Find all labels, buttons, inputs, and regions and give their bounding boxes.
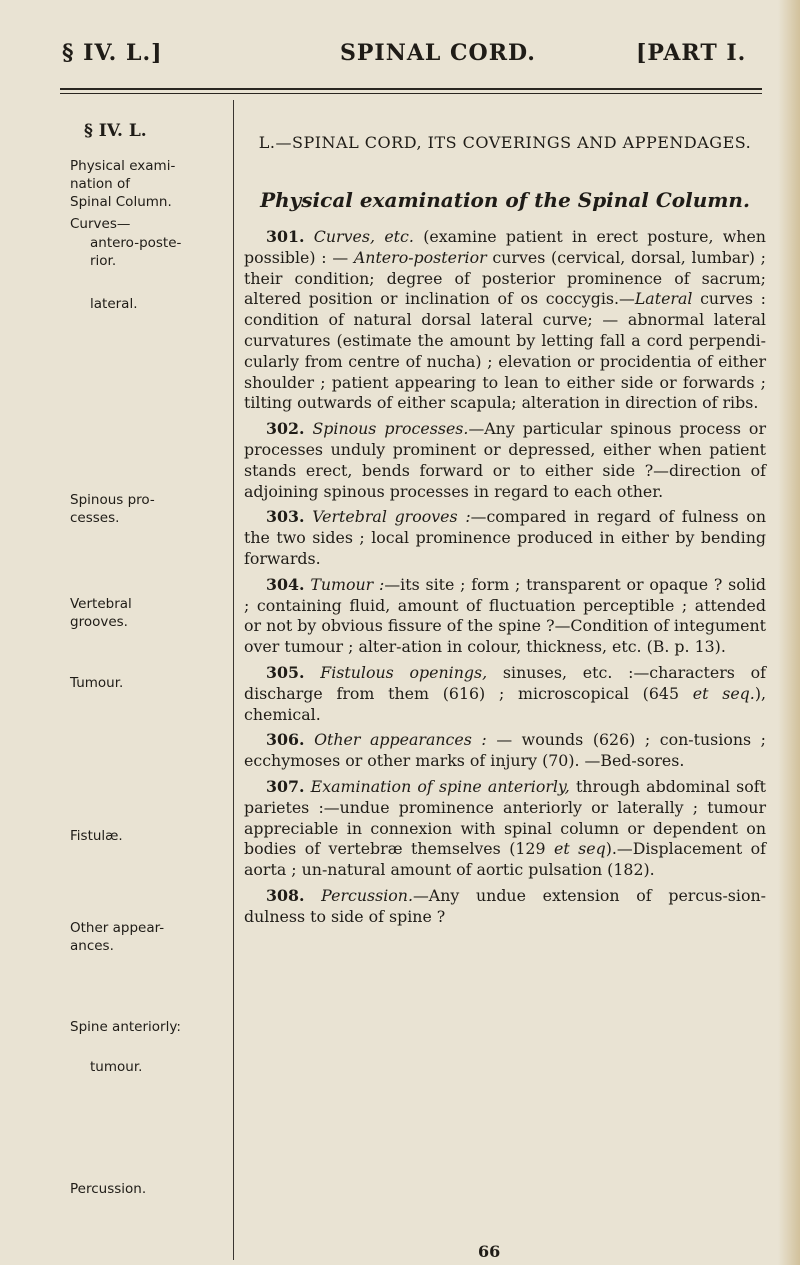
running-header [58, 40, 770, 80]
header-rule [60, 88, 762, 90]
margin-divider [233, 100, 234, 1260]
paragraph-307: 307. Examination of spine anteriorly, through abdominal soft parietes :—undue prominence anteriorly or laterally ; tumour appreciable in connexion with spinal column or dependent on bodies of vertebræ themselves (129 et seq).—Displacement of aorta ; un-natural amount of aortic pulsation (182). [244, 776, 766, 880]
header-section: § IV. L.] [62, 40, 163, 66]
margin-vertebral: Vertebral grooves. [70, 596, 132, 630]
margin-other: Other appear- ances. [70, 920, 165, 954]
margin-percussion: Percussion. [70, 1181, 147, 1197]
paragraph-301: 301. Curves, etc. (examine patient in erect posture, when possible) : — Antero-posterior curves (cervical, dorsal, lumbar) ; their condition; degree of posterior prominence of sacrum; altered position or inclination of os coccygis.—Lateral curves : condition of natural dorsal lateral curve; — abnormal lateral curvatures (estimate the amount by letting fall a cord perpendi-cularly from centre of nucha) ; elevation or procidentia of either shoulder ; patient appearing to lean to either side or forwards ; tilting outwards of either scapula; alteration in direction of ribs. [244, 227, 766, 413]
margin-fistulae: Fistulæ. [70, 828, 123, 844]
page-edge-shadow [778, 0, 800, 1265]
paragraph-305: 305. Fistulous openings, sinuses, etc. :—characters of discharge from them (616) ; microscopical (645 et seq.), chemical. [244, 662, 766, 724]
margin-antero: antero-poste- rior. [90, 235, 182, 269]
margin-tumour: Tumour. [70, 675, 124, 691]
paragraph-308: 308. Percussion.—Any undue extension of percus-sion-dulness to side of spine ? [244, 885, 766, 926]
margin-section: § IV. L. [84, 121, 147, 141]
header-part: [PART I. [636, 40, 747, 66]
header-rule-thin [60, 93, 762, 94]
section-subtitle: Physical examination of the Spinal Column. [260, 188, 750, 212]
paragraph-306: 306. Other appearances : — wounds (626) ; con-tusions ; ecchymoses or other marks of injury (70). —Bed-sores. [244, 730, 766, 771]
margin-spine-anteriorly: Spine anteriorly: [70, 1019, 181, 1035]
margin-spinous: Spinous pro- cesses. [70, 492, 155, 526]
paragraph-302: 302. Spinous processes.—Any particular spinous process or processes unduly prominent or depressed, either when patient stands erect, bends forward or to either side ?—direction of adjoining spinous processes in regard to each other. [244, 419, 766, 501]
header-title: SPINAL CORD. [340, 40, 536, 66]
page-number: 66 [478, 1242, 501, 1261]
paragraph-303: 303. Vertebral grooves :—compared in regard of fulness on the two sides ; local prominence produced in either by bending forwards. [244, 507, 766, 568]
margin-lateral: lateral. [90, 296, 138, 312]
margin-curves: Curves— [70, 216, 131, 232]
margin-tumour-2: tumour. [90, 1059, 143, 1075]
paragraph-304: 304. Tumour :—its site ; form ; transparent or opaque ? solid ; containing fluid, amount of fluctuation perceptible ; attended or not by obvious fissure of the spine ?—Condition of integument over tumour ; alter-ation in colour, thickness, etc. (B. p. 13). [244, 574, 766, 657]
section-title: L.—SPINAL CORD, ITS COVERINGS AND APPENDAGES. [258, 133, 752, 152]
main-text [244, 227, 766, 933]
margin-heading: Physical exami- nation of Spinal Column. [70, 158, 176, 210]
